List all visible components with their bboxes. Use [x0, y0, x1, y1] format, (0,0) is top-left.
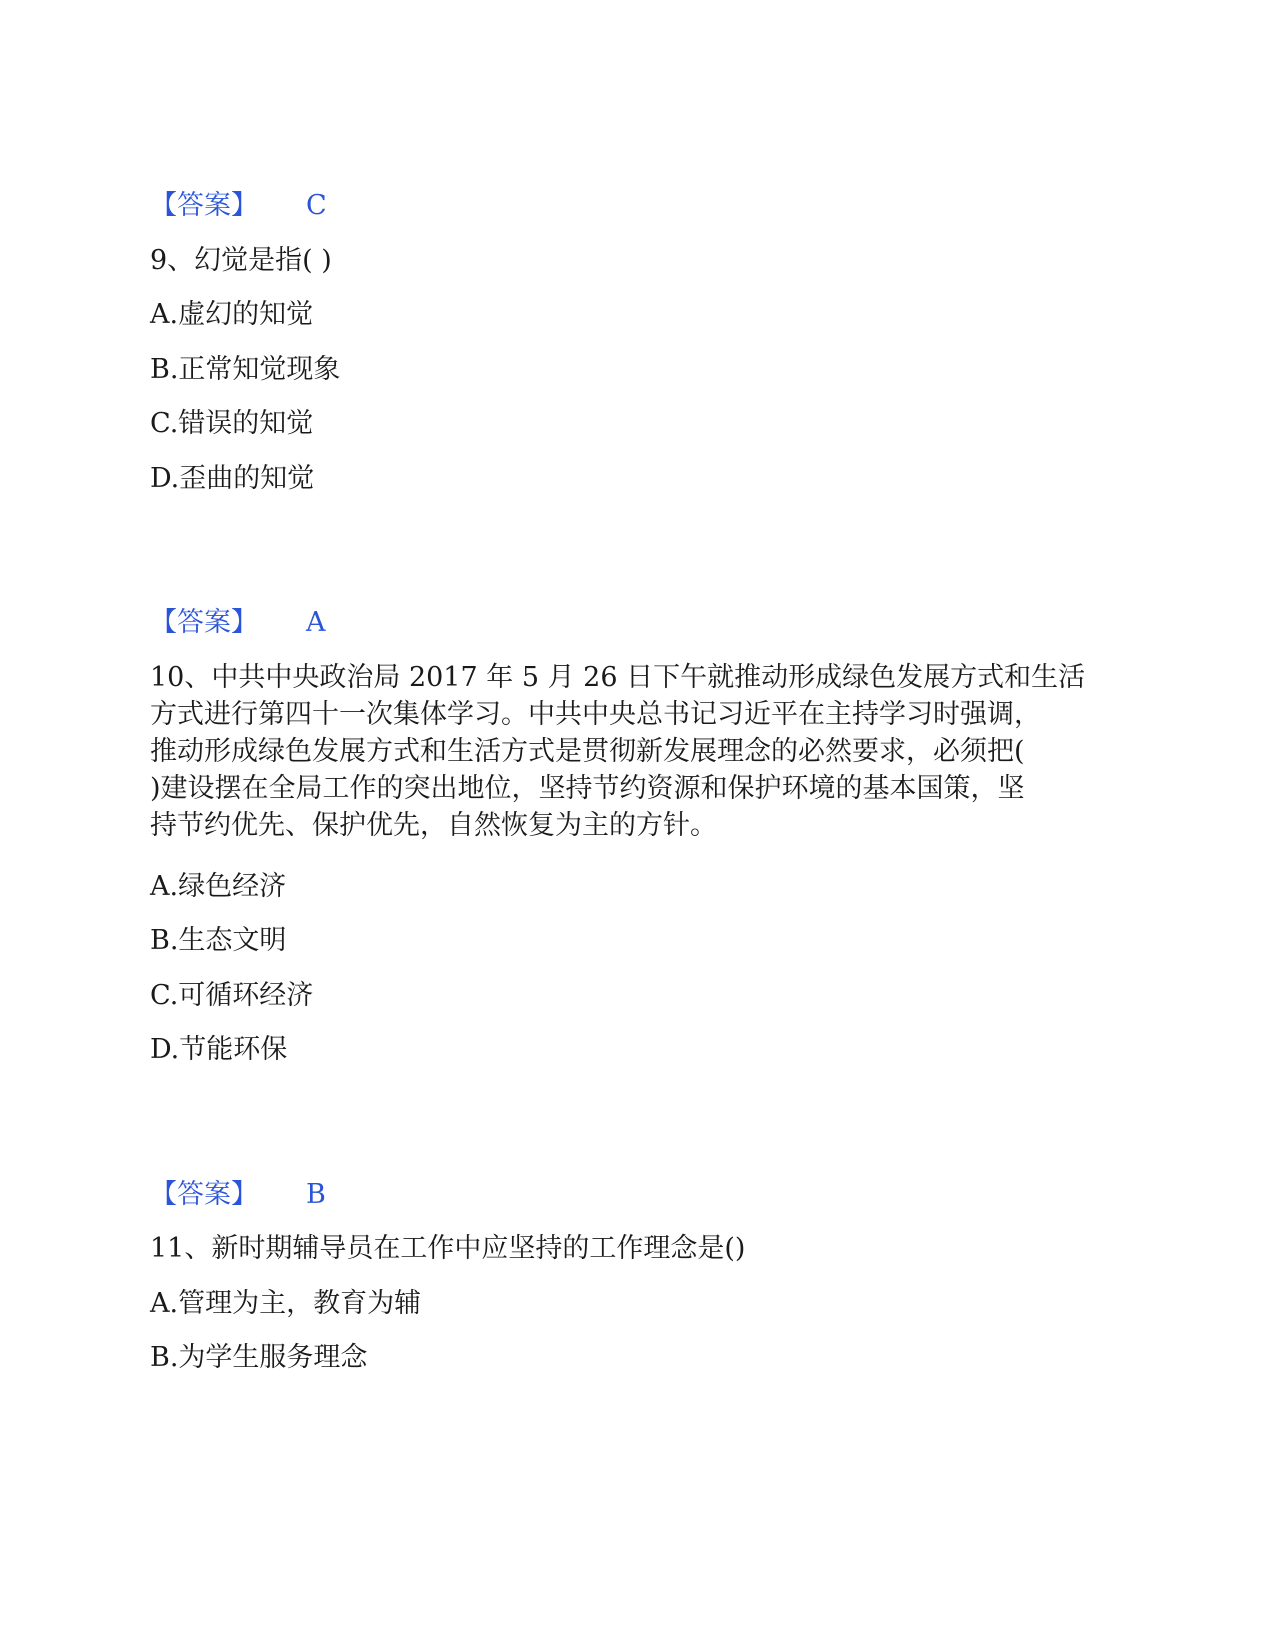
question-10-stem-line-1: 10、中共中央政治局 2017 年 5 月 26 日下午就推动形成绿色发展方式和生活 [150, 662, 1086, 693]
answer-label: 【答案】 [150, 1179, 258, 1210]
answer-line [150, 188, 327, 224]
question-11-stem: 11、新时期辅导员在工作中应坚持的工作理念是() [150, 1233, 746, 1264]
question-10-stem-line-3: 推动形成绿色发展方式和生活方式是贯彻新发展理念的必然要求，必须把( [150, 736, 1025, 767]
question-11-option-a: A.管理为主，教育为辅 [150, 1288, 422, 1319]
question-11-option-b: B.为学生服务理念 [150, 1342, 368, 1373]
answer-label: 【答案】 [150, 607, 258, 638]
answer-line [150, 1177, 326, 1213]
answer-value: B [306, 1179, 326, 1210]
question-10-option-d: D.节能环保 [150, 1034, 288, 1065]
question-9-stem: 9、幻觉是指( ) [150, 245, 332, 276]
question-10-stem-line-4: )建设摆在全局工作的突出地位，坚持节约资源和保护环境的基本国策，坚 [150, 773, 1025, 804]
question-9-option-b: B.正常知觉现象 [150, 354, 341, 385]
answer-value: A [306, 607, 326, 638]
answer-value: C [306, 190, 327, 221]
question-10-option-a: A.绿色经济 [150, 871, 287, 902]
question-10-option-c: C.可循环经济 [150, 980, 314, 1011]
answer-label: 【答案】 [150, 190, 258, 221]
question-10-option-b: B.生态文明 [150, 925, 287, 956]
question-10-stem-line-5: 持节约优先、保护优先，自然恢复为主的方针。 [150, 810, 717, 841]
answer-line [150, 605, 326, 641]
question-9-option-c: C.错误的知觉 [150, 408, 314, 439]
question-9-option-a: A.虚幻的知觉 [150, 299, 314, 330]
question-10-stem-line-2: 方式进行第四十一次集体学习。中共中央总书记习近平在主持学习时强调， [150, 699, 1041, 730]
question-9-option-d: D.歪曲的知觉 [150, 463, 315, 494]
